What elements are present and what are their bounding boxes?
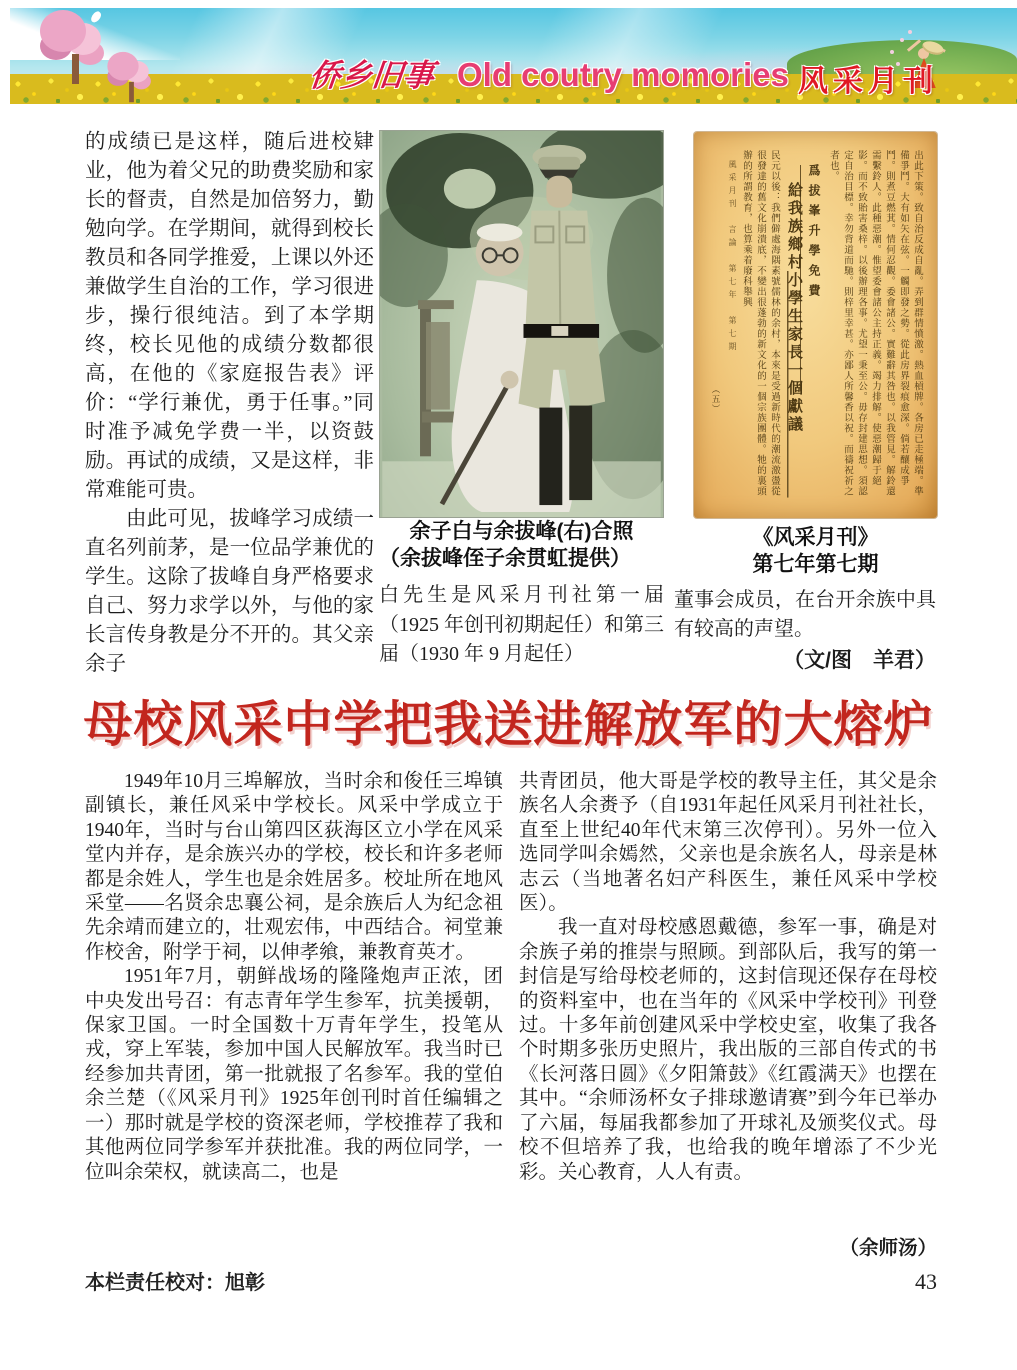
old-photo-illustration bbox=[379, 130, 664, 518]
photo1-caption-line1: 余子白与余拔峰(右)合照 bbox=[409, 520, 634, 543]
page-footer bbox=[85, 1266, 937, 1295]
main-article-right-column bbox=[519, 770, 937, 1260]
banner-english-title: Old coutry momories bbox=[457, 56, 789, 93]
top-article-left-column bbox=[85, 128, 374, 679]
old-page-number: （五） bbox=[711, 385, 721, 414]
banner-section-title: 侨乡旧事 bbox=[307, 58, 436, 94]
photo2-caption-line1: 《风采月刊》 bbox=[752, 526, 879, 549]
main-article-title: 母校风采中学把我送进解放军的大熔炉 bbox=[83, 698, 934, 752]
top-article-byline: （文/图 羊君） bbox=[783, 649, 936, 672]
main-article-paragraph: 共青团员，他大哥是学校的教导主任，其父是余族名人余赉予（自1931年起任风采月刊社社长，直至上世纪40年代末第三次停刊）。另外一位入选同学叫余嫣然，父亲也是余族名人，母亲是林志云（当地著名妇产科医生，兼任风采中学校医）。 bbox=[519, 771, 937, 915]
old-page-margin-text: 風采月刊 言論 第七年 第七期 bbox=[728, 160, 737, 355]
photo2-following-text: 董事会成员，在台开余族中具有较高的声望。 bbox=[674, 589, 936, 640]
old-page-main-title: 給我族鄉村小學生家長一個獻議 bbox=[787, 150, 801, 504]
main-article-byline: （余师汤） bbox=[833, 1236, 937, 1260]
old-magazine-page-photo bbox=[694, 132, 937, 518]
main-article-left-column bbox=[85, 770, 503, 1185]
proofreader-credit: 本栏责任校对：旭彰 bbox=[85, 1272, 265, 1294]
main-article-paragraph: 1951年7月，朝鲜战场的隆隆炮声正浓，团中央发出号召：有志青年学生参军，抗美援朝，保家卫国。一时全国数十万青年学生，投笔从戎，穿上军装，参加中国人民解放军。我当时已经参加共青团，第一批就报了名参军。我的堂伯余兰楚（《风采月刊》1925年创刊时首任编辑之一）那时就是学校的资深老师，学校推荐了我和其他两位同学参军并获批准。我的两位同学，一位叫余荣权，就读高二，也是 bbox=[85, 966, 503, 1183]
old-magazine-page-text bbox=[707, 150, 924, 504]
photo1-following-text: 白先生是风采月刊社第一届（1925 年创刊初期起任）和第三届（1930 年 9 月起任） bbox=[379, 584, 664, 665]
main-article-paragraph: 1949年10月三埠解放，当时余和俊任三埠镇副镇长，兼任风采中学校长。风采中学成立于1940年，当时与台山第四区荻海区立小学在风采堂内并存，是余族兴办的学校，校长和许多老师都是余姓人，学生也是余姓居多。校址所在地风采堂——名贤余忠襄公祠，是余族后人为纪念祖先余靖而建立的，壮观宏伟，中西结合。祠堂兼作校舍，附学于祠，以伸孝飨，兼教育英才。 bbox=[85, 771, 503, 963]
photo2-caption-line2: 第七年第七期 bbox=[752, 553, 879, 576]
banner-magazine-title: 风采月刊 bbox=[798, 65, 938, 98]
photo-figure-yu-zibai-and-yu-bafeng bbox=[379, 130, 664, 670]
cherry-tree-icon bbox=[106, 52, 144, 90]
header-banner bbox=[10, 8, 1017, 104]
photo-figure-fengcai-monthly bbox=[674, 132, 937, 675]
photo1-caption-line2: （余拔峰侄子余贯虹提供） bbox=[379, 547, 631, 570]
page-number: 43 bbox=[915, 1269, 937, 1294]
top-article-paragraph: 的成绩已是这样，随后进校肄业，他为着父兄的助费奖励和家长的督责，自然是加倍努力，勤勉向学。在学期间，就得到校长教员和各同学推爱，上课以外还兼做学生自治的工作，学习很进步，操行很纯洁。到了本学期终，校长见他的成绩分数都很高，在他的《家庭报告表》评价：“学行兼优，勇于任事。”同时准予减免学费一半，以资鼓励。再试的成绩，又是这样，非常难能可贵。 bbox=[85, 131, 374, 501]
old-page-dense-text: 出此下策。致自治反成自亂。弄到群情憤激。熱血槓牌。各房已走極端。準備爭鬥。大有如矢在弦。一觸即發之勢。從此房界裂痕愈深。倘若釀成爭鬥。則煮豆燃萁。情何忍觀。委會諸公。實難辭其咎也。以我管見。解鈴還需繫鈴人。此種惡潮。惟望委會諸公主持正義。竭力排解。使惡潮歸于絕影。而不致貽害桑梓。以後辦理各事。尤望一秉至公。毋存封建思想。須認定自治目標。幸勿背道而馳。則梓里幸甚。亦鄙人所馨香以祝。而禱祝祈之者也。 bbox=[828, 150, 922, 497]
old-page-dense-text: 民元以後：我們僻處海隅素號儒林的余村，本來是受過新時代的潮流激盪從很發達的舊文化崩潰底，不變出很蓬勃的新文化的一個宗族團體。牠的裏頭辦的所謂教育，也算乘着廢科舉興 bbox=[741, 150, 779, 497]
top-article-paragraph: 由此可见，拔峰学习成绩一直名列前茅，是一位品学兼优的学生。这除了拔峰自身严格要求自己、努力求学以外，与他的家长言传身教是分不开的。其父亲余子 bbox=[85, 508, 374, 675]
main-article-paragraph: 我一直对母校感恩戴德，参军一事，确是对余族子弟的推崇与照顾。到部队后，我写的第一封信是写给母校老师的，这封信现还保存在母校的资料室中，也在当年的《风采中学校刊》刊登过。十多年前创建风采中学校史室，收集了我各个时期多张历史照片，我出版的三部自传式的书《长河落日圆》《夕阳箫鼓》《红霞满天》也摆在其中。“余师汤杯女子排球邀请赛”到今年已举办了六届，每届我都参加了开球礼及颁奖仪式。母校不但培养了我，也给我的晚年增添了不少光彩。关心教育，人人有责。 bbox=[519, 917, 937, 1183]
old-page-section-heading: 爲拔峯升學免費 bbox=[807, 164, 821, 304]
